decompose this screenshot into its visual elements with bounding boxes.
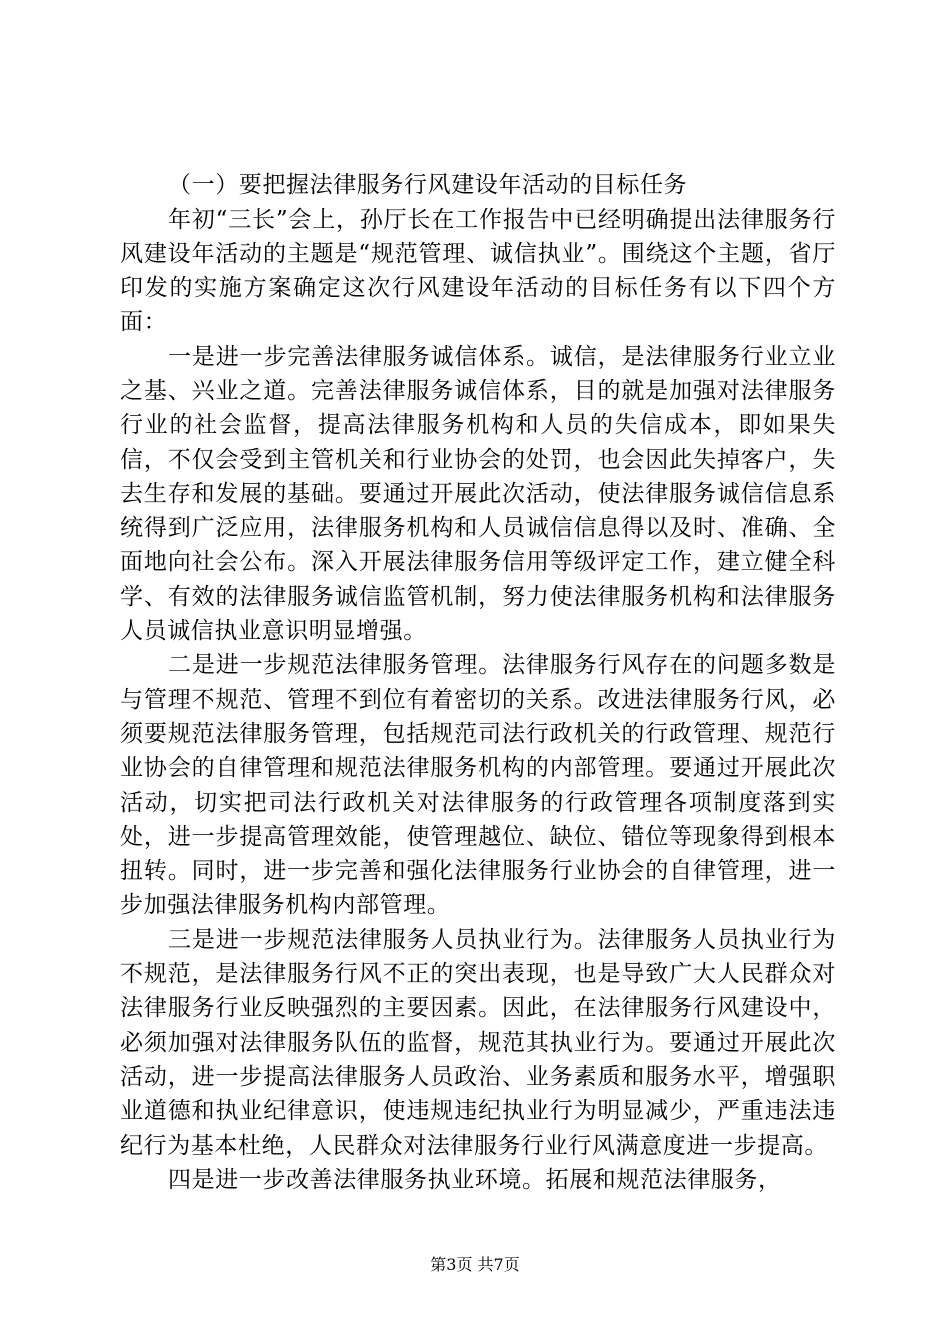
paragraph-intro: 年初“三长”会上，孙厅长在工作报告中已经明确提出法律服务行风建设年活动的主题是“规范管理、诚信执业”。围绕这个主题，省厅印发的实施方案确定这次行风建设年活动的目标任务有以下四个方面： [120,206,836,336]
document-body [120,168,836,1197]
section-heading: （一）要把握法律服务行风建设年活动的目标任务 [168,172,688,198]
page-number-footer: 第3页 共7页 [430,1255,520,1274]
paragraph-item-1: 一是进一步完善法律服务诚信体系。诚信，是法律服务行业立业之基、兴业之道。完善法律服务诚信体系，目的就是加强对法律服务行业的社会监督，提高法律服务机构和人员的失信成本，即如果失信，不仅会受到主管机关和行业协会的处罚，也会因此失掉客户，失去生存和发展的基础。要通过开展此次活动，使法律服务诚信信息系统得到广泛应用，法律服务机构和人员诚信信息得以及时、准确、全面地向社会公布。深入开展法律服务信用等级评定工作，建立健全科学、有效的法律服务诚信监管机制，努力使法律服务机构和法律服务人员诚信执业意识明显增强。 [120,343,836,645]
paragraph-item-2: 二是进一步规范法律服务管理。法律服务行风存在的问题多数是与管理不规范、管理不到位有着密切的关系。改进法律服务行风，必须要规范法律服务管理，包括规范司法行政机关的行政管理、规范行业协会的自律管理和规范法律服务机构的内部管理。要通过开展此次活动，切实把司法行政机关对法律服务的行政管理各项制度落到实处，进一步提高管理效能，使管理越位、缺位、错位等现象得到根本扭转。同时，进一步完善和强化法律服务行业协会的自律管理，进一步加强法律服务机构内部管理。 [120,652,836,919]
paragraph-item-4: 四是进一步改善法律服务执业环境。拓展和规范法律服务， [168,1166,782,1193]
paragraph-item-3: 三是进一步规范法律服务人员执业行为。法律服务人员执业行为不规范，是法律服务行风不正的突出表现，也是导致广大人民群众对法律服务行业反映强烈的主要因素。因此，在法律服务行风建设中，必须加强对法律服务队伍的监督，规范其执业行为。要通过开展此次活动，进一步提高法律服务人员政治、业务素质和服务水平，增强职业道德和执业纪律意识，使违规违纪执业行为明显减少，严重违法违纪行为基本杜绝，人民群众对法律服务行业行风满意度进一步提高。 [120,926,836,1159]
